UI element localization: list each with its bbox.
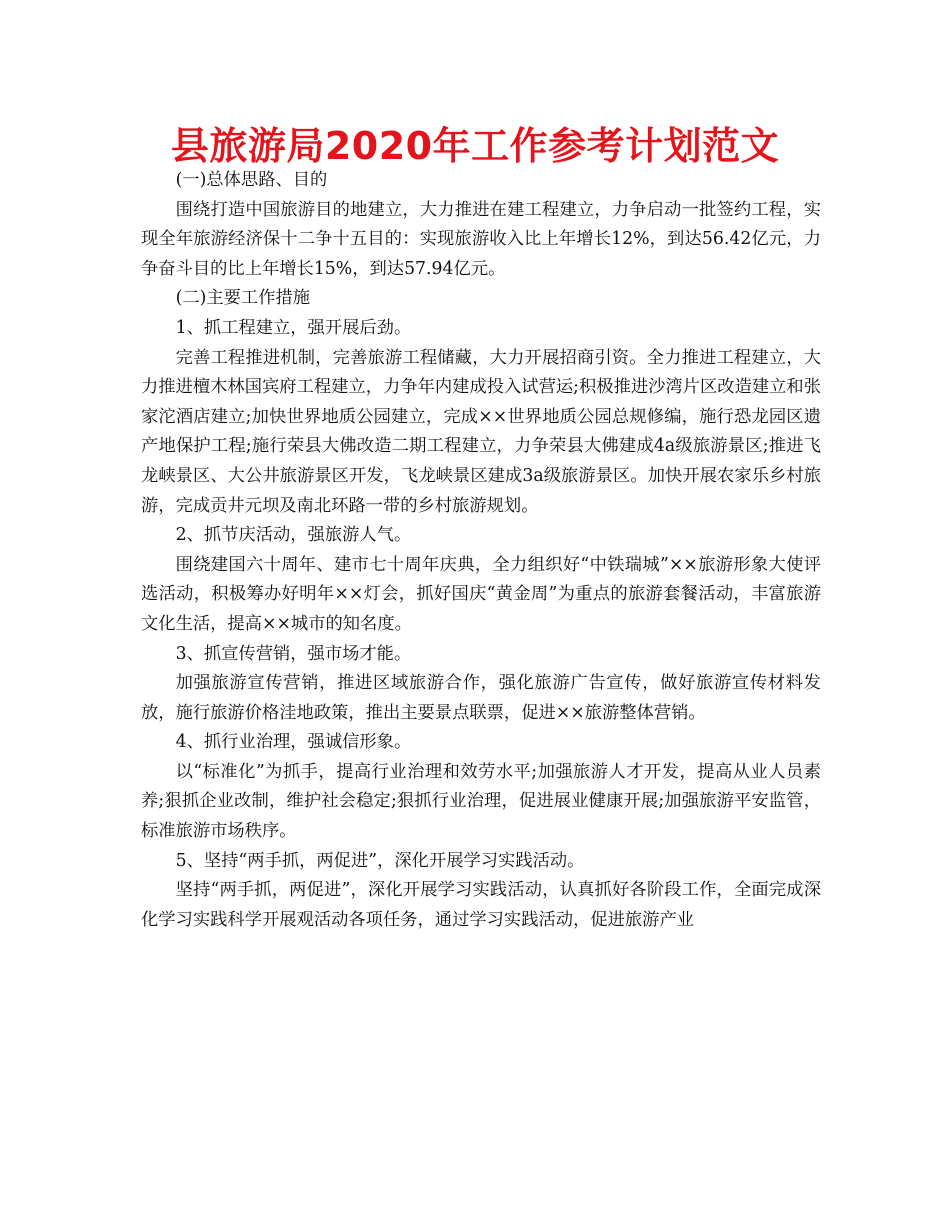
- document-title: 县旅游局2020年工作参考计划范文: [170, 124, 780, 168]
- subsection-heading: 5、坚持“两手抓，两促进”，深化开展学习实践活动。: [175, 850, 585, 871]
- section-heading: (二)主要工作措施: [175, 288, 311, 309]
- body-paragraph: 坚持“两手抓，两促进”，深化开展学习实践活动，认真抓好各阶段工作，全面完成深化学习实践科学开展观活动各项任务，通过学习实践活动，促进旅游产业: [141, 880, 821, 930]
- body-paragraph: 围绕建国六十周年、建市七十周年庆典，全力组织好“中铁瑞城”××旅游形象大使评选活动，积极筹办好明年××灯会，抓好国庆“黄金周”为重点的旅游套餐活动，丰富旅游文化生活，提高××城市的知名度。: [141, 554, 821, 634]
- body-paragraph: 加强旅游宣传营销，推进区域旅游合作，强化旅游广告宣传，做好旅游宣传材料发放，施行旅游价格洼地政策，推出主要景点联票，促进××旅游整体营销。: [141, 673, 821, 723]
- subsection-heading: 3、抓宣传营销，强市场才能。: [175, 643, 412, 664]
- subsection-heading: 2、抓节庆活动，强旅游人气。: [175, 525, 412, 546]
- document-body: [141, 166, 821, 935]
- subsection-heading: 4、抓行业治理，强诚信形象。: [175, 732, 412, 753]
- body-paragraph: 完善工程推进机制，完善旅游工程储藏，大力开展招商引资。全力推进工程建立，大力推进檀木林国宾府工程建立，力争年内建成投入试营运;积极推进沙湾片区改造建立和张家沱酒店建立;加快世界地质公园建立，完成××世界地质公园总规修编，施行恐龙园区遗产地保护工程;施行荣县大佛改造二期工程建立，力争荣县大佛建成4a级旅游景区;推进飞龙峡景区、大公井旅游景区开发，飞龙峡景区建成3a级旅游景区。加快开展农家乐乡村旅游，完成贡井元坝及南北环路一带的乡村旅游规划。: [141, 347, 821, 516]
- body-paragraph: 围绕打造中国旅游目的地建立，大力推进在建工程建立，力争启动一批签约工程，实现全年旅游经济保十二争十五目的：实现旅游收入比上年增长12%，到达56.42亿元，力争奋斗目的比上年增长15%，到达57.94亿元。: [141, 199, 821, 279]
- section-heading: (一)总体思路、目的: [175, 170, 328, 190]
- body-paragraph: 以“标准化”为抓手，提高行业治理和效劳水平;加强旅游人才开发，提高从业人员素养;狠抓企业改制，维护社会稳定;狠抓行业治理，促进展业健康开展;加强旅游平安监管，标准旅游市场秩序。: [141, 761, 821, 842]
- subsection-heading: 1、抓工程建立，强开展后劲。: [175, 317, 412, 338]
